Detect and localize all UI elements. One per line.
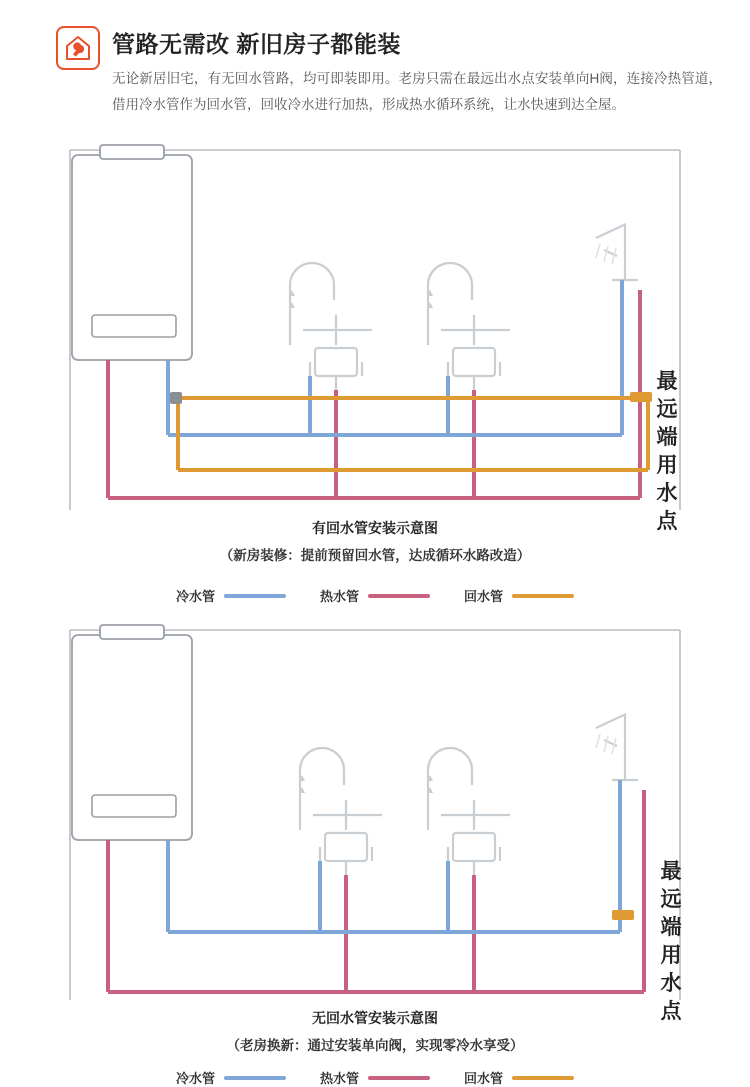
legend-swatch-return-top bbox=[512, 594, 574, 598]
caption-main-bottom: 无回水管安装示意图 bbox=[312, 1010, 438, 1026]
legend-item-hot-top bbox=[320, 586, 430, 605]
legend-bottom bbox=[0, 1068, 750, 1087]
one-way-valve-top bbox=[630, 392, 652, 402]
cold-water-pipe-2 bbox=[168, 780, 620, 932]
pipe-node-heater bbox=[170, 392, 182, 404]
caption-main-top: 有回水管安装示意图 bbox=[312, 520, 438, 536]
caption-sub-top: （新房装修：提前预留回水管，达成循环水路改造） bbox=[219, 548, 531, 563]
legend-label-cold-top: 冷水管 bbox=[175, 589, 215, 604]
faucet-illustration-3 bbox=[300, 748, 382, 875]
house-wrench-icon bbox=[56, 26, 100, 70]
page-description: 无论新居旧宅，有无回水管路，均可即装即用。老房只需在最远出水点安装单向H阀，连接冷热管道，借用冷水管作为回水管，回收冷水进行加热，形成热水循环系统，让水快速到达全屋。 bbox=[112, 71, 722, 112]
legend-swatch-cold-bottom bbox=[224, 1076, 286, 1080]
water-heater-illustration bbox=[72, 145, 192, 360]
diagram-with-return-pipe bbox=[0, 140, 750, 520]
legend-swatch-return-bottom bbox=[512, 1076, 574, 1080]
caption-sub-bottom: （老房换新：通过安装单向阀，实现零冷水享受） bbox=[226, 1038, 524, 1053]
cold-water-pipe bbox=[168, 280, 622, 435]
shower-illustration bbox=[596, 224, 638, 280]
legend-item-cold-top bbox=[176, 586, 286, 605]
legend-label-return-top: 回水管 bbox=[464, 589, 504, 604]
legend-swatch-hot-top bbox=[368, 594, 430, 598]
faucet-illustration-1 bbox=[290, 263, 372, 390]
legend-item-return-top bbox=[464, 586, 574, 605]
diagram-without-return-pipe bbox=[0, 620, 750, 1010]
shower-illustration-2 bbox=[596, 714, 638, 780]
faucet-illustration-2 bbox=[428, 263, 510, 390]
legend-label-return-bottom: 回水管 bbox=[464, 1071, 504, 1086]
water-heater-illustration-2 bbox=[72, 625, 192, 840]
legend-item-cold-bottom bbox=[176, 1068, 286, 1087]
legend-swatch-cold-top bbox=[224, 594, 286, 598]
header-section bbox=[0, 0, 750, 140]
legend-item-return-bottom bbox=[464, 1068, 574, 1087]
legend-item-hot-bottom bbox=[320, 1068, 430, 1087]
legend-label-hot-bottom: 热水管 bbox=[319, 1071, 359, 1086]
farthest-point-label-bottom: 最 远 端 用 水 点 bbox=[660, 860, 682, 1023]
page-title: 管路无需改 新旧房子都能装 bbox=[112, 31, 401, 57]
farthest-point-label-top: 最 远 端 用 水 点 bbox=[656, 370, 678, 533]
legend-top bbox=[0, 586, 750, 605]
legend-label-cold-bottom: 冷水管 bbox=[175, 1071, 215, 1086]
one-way-valve-bottom bbox=[612, 910, 634, 920]
legend-label-hot-top: 热水管 bbox=[319, 589, 359, 604]
faucet-illustration-4 bbox=[428, 748, 510, 875]
legend-swatch-hot-bottom bbox=[368, 1076, 430, 1080]
